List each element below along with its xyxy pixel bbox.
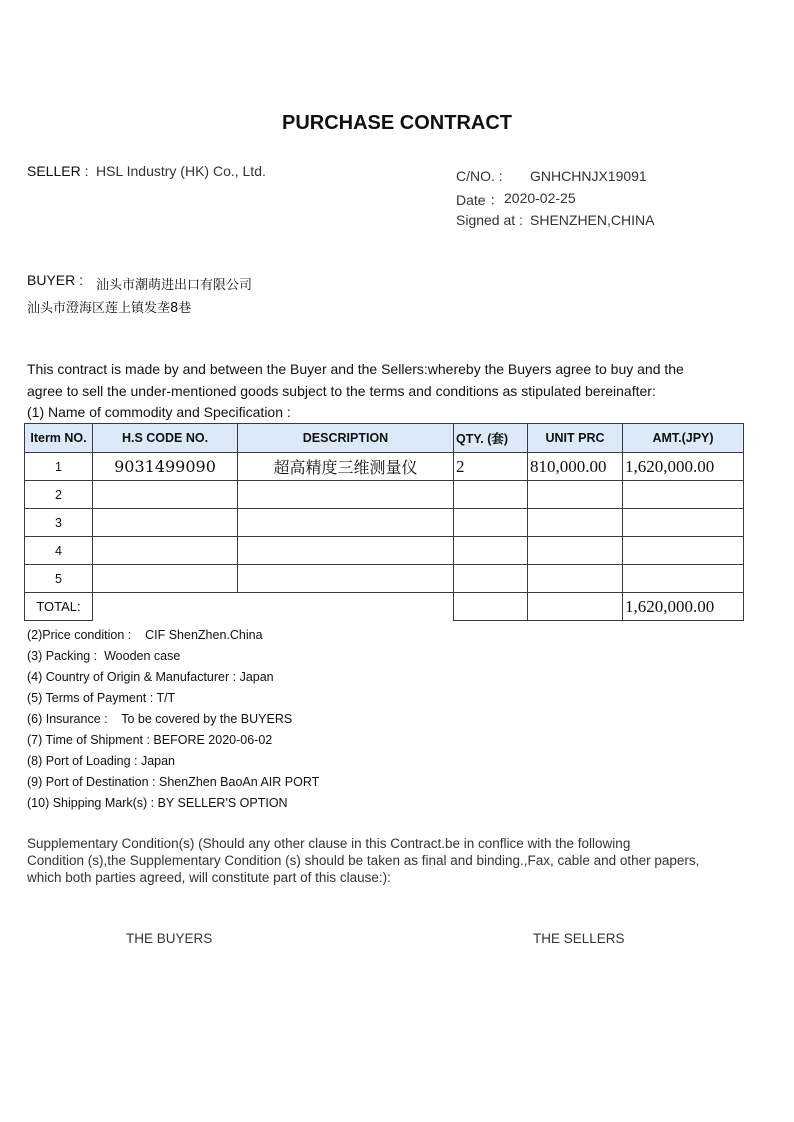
term-shipment-time: (7) Time of Shipment : BEFORE 2020-06-02 (27, 733, 273, 747)
row-item-no: 5 (25, 565, 93, 593)
row-description (238, 481, 454, 509)
row-qty (454, 509, 528, 537)
row-hs-code: 9031499090 (93, 453, 238, 481)
total-spacer (238, 593, 454, 621)
sellers-signature-label: THE SELLERS (533, 931, 625, 946)
total-qty (454, 593, 528, 621)
term-shipping-mark: (10) Shipping Mark(s) : BY SELLER'S OPTION (27, 796, 288, 810)
signed-at-label: Signed at : (456, 212, 523, 228)
row-amount (623, 509, 744, 537)
row-unit-price (528, 565, 623, 593)
intro-line-2: agree to sell the under-mentioned goods subject to the terms and conditions as stipulated bereinafter: (27, 382, 656, 399)
table-row (25, 509, 744, 537)
table-row (25, 565, 744, 593)
page-title: PURCHASE CONTRACT (282, 112, 512, 134)
row-qty: 2 (454, 453, 528, 481)
seller-name: HSL Industry (HK) Co., Ltd. (96, 163, 266, 179)
table-row (25, 537, 744, 565)
col-header-description: DESCRIPTION (238, 424, 454, 453)
buyer-address: 汕头市澄海区莲上镇发垄8巷 (27, 301, 192, 316)
term-port-loading: (8) Port of Loading : Japan (27, 754, 176, 768)
intro-paragraph (27, 359, 684, 424)
intro-line-3: (1) Name of commodity and Specification : (27, 404, 291, 420)
table-total-row (25, 593, 744, 621)
goods-table (24, 423, 744, 621)
supplementary-conditions (27, 835, 699, 886)
term-insurance: (6) Insurance : To be covered by the BUYERS (27, 712, 293, 726)
row-hs-code (93, 481, 238, 509)
term-origin: (4) Country of Origin & Manufacturer : Japan (27, 670, 274, 684)
row-hs-code (93, 565, 238, 593)
col-header-qty: QTY. (套) (454, 424, 528, 453)
term-packing: (3) Packing : Wooden case (27, 649, 181, 663)
date-label: Date ： (456, 192, 504, 208)
row-unit-price: 810,000.00 (528, 453, 623, 481)
row-hs-code (93, 537, 238, 565)
row-qty (454, 481, 528, 509)
row-item-no: 2 (25, 481, 93, 509)
term-payment: (5) Terms of Payment : T/T (27, 691, 176, 705)
signed-at-value: SHENZHEN,CHINA (530, 212, 655, 228)
row-amount (623, 537, 744, 565)
row-unit-price (528, 481, 623, 509)
row-description: 超高精度三维测量仪 (238, 453, 454, 481)
contract-number-label: C/NO. : (456, 168, 503, 184)
col-header-unit-price: UNIT PRC (528, 424, 623, 453)
total-unit-price (528, 593, 623, 621)
table-row (25, 481, 744, 509)
row-unit-price (528, 537, 623, 565)
row-item-no: 1 (25, 453, 93, 481)
row-amount (623, 565, 744, 593)
total-label: TOTAL: (25, 593, 93, 621)
col-header-hs-code: H.S CODE NO. (93, 424, 238, 453)
supplementary-line-1: Supplementary Condition(s) (Should any other clause in this Contract.be in conflice with the following (27, 836, 631, 851)
total-spacer (93, 593, 238, 621)
buyer-label: BUYER : (27, 272, 84, 288)
table-header-row (25, 424, 744, 453)
row-qty (454, 537, 528, 565)
term-port-destination: (9) Port of Destination : ShenZhen BaoAn AIR PORT (27, 775, 320, 789)
total-amount: 1,620,000.00 (623, 593, 744, 621)
row-description (238, 565, 454, 593)
term-price-condition: (2)Price condition : CIF ShenZhen.China (27, 628, 263, 642)
date-value: 2020-02-25 (504, 190, 576, 206)
row-unit-price (528, 509, 623, 537)
supplementary-line-3: which both parties agreed, will constitute part of this clause:): (27, 870, 391, 885)
row-description (238, 509, 454, 537)
intro-line-1: This contract is made by and between the Buyer and the Sellers:whereby the Buyers agree to buy and the (27, 361, 684, 377)
contract-number-value: GNHCHNJX19091 (530, 168, 647, 184)
row-qty (454, 565, 528, 593)
seller-label: SELLER : (27, 163, 89, 179)
terms-list (27, 625, 319, 814)
row-item-no: 3 (25, 509, 93, 537)
buyer-name: 汕头市潮萌进出口有限公司 (96, 278, 253, 293)
row-amount (623, 481, 744, 509)
row-amount: 1,620,000.00 (623, 453, 744, 481)
row-hs-code (93, 509, 238, 537)
row-description (238, 537, 454, 565)
row-item-no: 4 (25, 537, 93, 565)
col-header-amount: AMT.(JPY) (623, 424, 744, 453)
table-row (25, 453, 744, 481)
col-header-item-no: Iterm NO. (25, 424, 93, 453)
buyers-signature-label: THE BUYERS (126, 931, 213, 946)
supplementary-line-2: Condition (s),the Supplementary Condition (s) should be taken as final and binding.,Fax, cable and other papers, (27, 853, 700, 868)
